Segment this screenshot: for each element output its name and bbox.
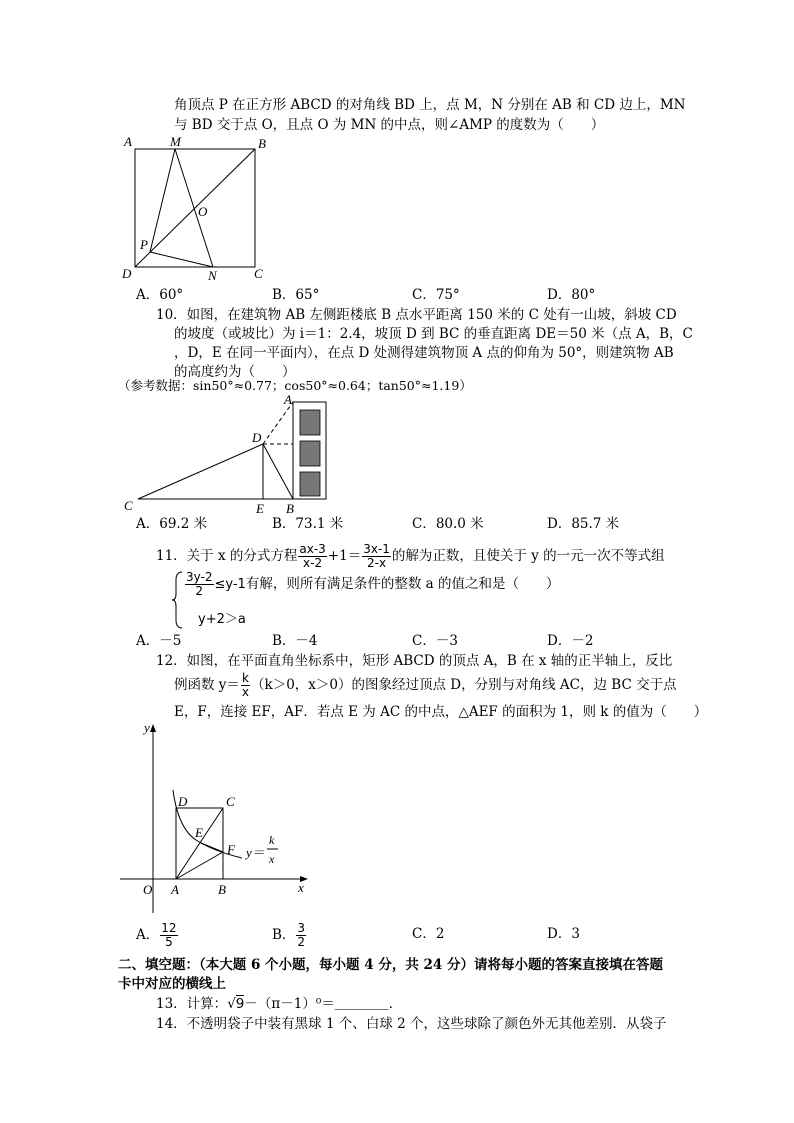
q11-ineq1-right: ≤y-1: [214, 577, 246, 592]
q10-label-E: E: [256, 501, 264, 516]
q9-option-a: A．60°: [136, 287, 184, 303]
q12-label-D: D: [178, 794, 188, 809]
q12-l2-pre: 例函数 y＝: [174, 677, 240, 693]
q12-k-over-x: $\frac{k}{x}$: [241, 671, 250, 699]
q12-option-b: B． $\frac{3}{2}$: [272, 921, 306, 949]
q9-label-O: O: [198, 204, 208, 219]
q12-label-C: C: [226, 794, 235, 809]
q12-curve-k: k: [269, 833, 275, 847]
q10-line4: 的高度约为（ ）: [174, 364, 296, 380]
q12-label-A: A: [171, 882, 179, 897]
q10-reference-data: （参考数据：sin50°≈0.77；cos50°≈0.64；tan50°≈1.19）: [118, 378, 472, 393]
q10-label-A: A: [284, 392, 292, 407]
q12-label-O: O: [143, 882, 153, 897]
q11-fraction-3: $\frac{3y-2}{2}$: [186, 570, 213, 598]
q11-option-a: A．－5: [136, 633, 182, 649]
q13-pre: 13．计算：: [156, 996, 228, 1012]
q12-label-B: B: [218, 882, 226, 897]
q11-inequality-1: [184, 568, 559, 601]
q9-option-c: C．75°: [412, 287, 460, 303]
q12-curve-x: x: [269, 852, 275, 866]
section2-heading-line1: 二、填空题：（本大题 6 个小题，每小题 4 分，共 24 分）请将每小题的答案直接填在答题: [118, 957, 664, 973]
q10-line1: 10．如图，在建筑物 AB 左侧距楼底 B 点水平距离 150 米的 C 处有一山坡，斜坡 CD: [156, 307, 677, 323]
q11-ineq1-post: 有解，则所有满足条件的整数 a 的值之和是（ ）: [245, 576, 560, 592]
q13-sqrt: √9: [227, 996, 245, 1012]
q14-line1: 14．不透明袋子中装有黑球 1 个、白球 2 个，这些球除了颜色外无其他差别．从袋子: [156, 1016, 667, 1032]
q9-label-M: M: [170, 134, 181, 149]
q10-label-B: B: [286, 501, 294, 516]
q9-option-d: D．80°: [547, 287, 596, 303]
q11-option-c: C．－3: [412, 633, 458, 649]
q11-option-b: B．－4: [272, 633, 318, 649]
q11-pre: 11．关于 x 的分式方程: [156, 548, 298, 564]
q11-fraction-2: $\frac{3x-1}{2-x}$: [363, 542, 390, 570]
q12-label-E: E: [195, 825, 203, 840]
q9-label-B: B: [258, 136, 266, 151]
q9-line2: 与 BD 交于点 O，且点 O 为 MN 的中点，则∠AMP 的度数为（ ）: [174, 117, 605, 133]
q12-l2-post: （k＞0，x＞0）的图象经过顶点 D，分别与对角线 AC，边 BC 交于点: [251, 677, 677, 693]
q11-mid: +1＝: [327, 548, 362, 564]
q12-line3: E，F，连接 EF，AF．若点 E 为 AC 的中点，△AEF 的面积为 1，则 k 的值为（ ）: [174, 704, 708, 720]
q11-fraction-1: $\frac{ax-3}{x-2}$: [299, 542, 326, 570]
q9-figure: [118, 132, 278, 282]
q10-label-D: D: [252, 430, 262, 445]
q12-option-a: A． $\frac{12}{5}$: [136, 921, 177, 949]
q11-inequality-2: y+2＞a: [198, 612, 246, 627]
q12-label-y: y: [144, 720, 150, 735]
q9-label-D: D: [122, 266, 132, 281]
q11-brace: [172, 570, 184, 630]
q9-line1: 角顶点 P 在正方形 ABCD 的对角线 BD 上，点 M，N 分别在 AB 和 CD 边上，MN: [174, 97, 686, 113]
q11-option-d: D．－2: [547, 633, 594, 649]
q12-line2: [174, 670, 677, 700]
q9-label-A: A: [124, 134, 132, 149]
q12-label-F: F: [227, 842, 235, 857]
q12-curve-y: y＝: [246, 845, 265, 860]
q10-option-b: B．73.1 米: [272, 516, 344, 532]
section2-heading-line2: 卡中对应的横线上: [118, 976, 226, 992]
q9-label-N: N: [208, 268, 217, 283]
q13-line: [156, 995, 402, 1013]
q12-figure: [118, 718, 318, 918]
q10-line2: 的坡度（或坡比）为 i＝1：2.4，坡顶 D 到 BC 的垂直距离 DE＝50 米（点 A，B，C: [174, 326, 693, 342]
q13-post: －（π－1）⁰＝＿＿＿＿．: [244, 996, 403, 1012]
q11-post: 的解为正数，且使关于 y 的一元一次不等式组: [391, 548, 665, 564]
q10-option-d: D．85.7 米: [547, 516, 620, 532]
q10-label-C: C: [124, 498, 133, 513]
q12-option-d: D．3: [547, 926, 580, 942]
q12-option-c: C．2: [412, 926, 445, 942]
q12-label-x: x: [298, 880, 304, 895]
q10-line3: ，D，E 在同一平面内），在点 D 处测得建筑物顶 A 点的仰角为 50°，则建筑物 AB: [174, 345, 674, 361]
q10-figure: [118, 394, 338, 520]
q10-option-a: A．69.2 米: [136, 516, 208, 532]
q9-label-P: P: [140, 237, 148, 252]
q10-option-c: C．80.0 米: [412, 516, 484, 532]
q9-label-C: C: [254, 266, 263, 281]
q9-option-b: B．65°: [272, 287, 320, 303]
q12-line1: 12．如图，在平面直角坐标系中，矩形 ABCD 的顶点 A，B 在 x 轴的正半轴上，反比: [156, 653, 673, 669]
